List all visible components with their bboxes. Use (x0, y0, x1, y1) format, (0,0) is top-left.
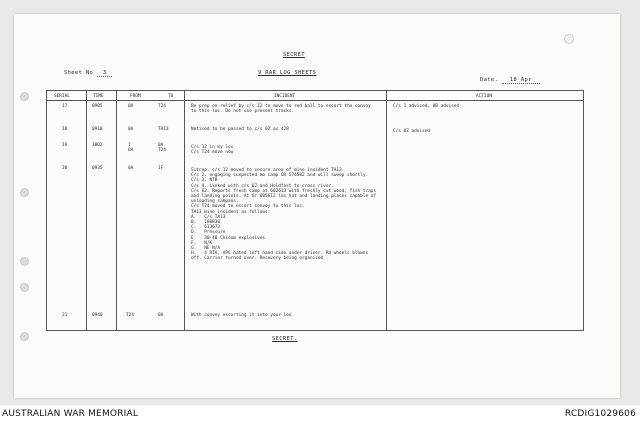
col-header-serial: SERIAL (54, 94, 70, 99)
classification-top: SECRET (283, 52, 305, 58)
date-field: Date. 18 Apr (480, 77, 540, 83)
punch-hole (20, 283, 29, 292)
cell-from: 0A (128, 104, 134, 109)
table-header-border (46, 100, 584, 101)
cell-to: T24 (158, 104, 166, 109)
cell-from: T24 (126, 313, 134, 318)
cell-incident: Be prep on relief by c/s 12 to move to red ball to escort the convoy to this loc. Do not use present tracks. (191, 104, 371, 115)
col-header-time: TIME (93, 94, 104, 99)
column-divider (116, 90, 117, 330)
column-divider (386, 90, 387, 330)
punch-hole (20, 92, 29, 101)
column-divider (46, 90, 47, 330)
cell-from: 0A (128, 127, 134, 132)
col-header-incident: INCIDENT (274, 94, 296, 99)
cell-serial: 18 (62, 127, 68, 132)
punch-hole (20, 257, 29, 266)
sheet-label: Sheet No 3 (64, 70, 112, 76)
cell-serial: 19 (62, 143, 68, 148)
punch-hole (20, 332, 29, 341)
cell-serial: 20 (62, 166, 68, 171)
cell-action: C/s 0Z advised (393, 129, 431, 134)
table-bottom-border (46, 330, 584, 331)
punch-hole (564, 34, 574, 44)
cell-time: 0935 (92, 166, 103, 171)
log-title: 9 RAR LOG SHEETS (258, 70, 317, 76)
archive-credit: AUSTRALIAN WAR MEMORIAL (2, 409, 139, 419)
cell-incident: With convey escorting it into your loc (191, 313, 292, 318)
table-top-border (46, 90, 584, 91)
cell-time: 1002 (92, 143, 103, 148)
cell-time: 0940 (92, 313, 103, 318)
punch-hole (20, 188, 29, 197)
cell-serial: 17 (62, 104, 68, 109)
cell-incident: C/s 12 in my loc C/s T24 move now (191, 145, 234, 156)
date-value: 18 Apr (502, 77, 540, 84)
cell-to: 0A (158, 313, 164, 318)
cell-time: 0918 (92, 127, 103, 132)
cell-incident: Sitrep. c/s 12 moved to secure area of mine incident TA13. C/s 2. engaging suspected mo camp GR 574582 and will sweep shortly. C/s 3. NTR C/s 4. Linked with c/s 62 and Holdfast to cross river. C/s 62. Reports fresh camp at 602613 with freshly cut wood, fish traps and landing points. At Gr 605612 loc hut and landing places capable of unloading sampans. C/s T24 moved to escort convoy to this loc. TA13 mine incident as follows: A. C/s TA13 B. 180830 C. 613673 D. Pressure E. 30-40 Chicom explosives F. N/K G. NE N/A H. 4 RIA, APC hated left hand side under driver. Rd wheels blowns off. Carrier turned over. Recovery being organised (191, 168, 377, 262)
col-header-from: FROM (130, 94, 141, 99)
cell-to: 1F (158, 166, 164, 171)
col-header-action: ACTION (476, 94, 492, 99)
classification-bottom: SECRET. (272, 336, 298, 342)
cell-to: 0A T24 (158, 143, 166, 154)
cell-to: TA13 (158, 127, 169, 132)
cell-from: 1 0A (128, 143, 134, 154)
cell-action: C/s 1 advised, 0B advised (393, 104, 460, 109)
column-divider (583, 90, 584, 330)
sheet-number: 3 (97, 70, 113, 77)
col-header-to: TO (168, 94, 174, 99)
cell-time: 0905 (92, 104, 103, 109)
archive-reference: RCDIG1029606 (564, 409, 636, 419)
cell-from: 0A (128, 166, 134, 171)
column-divider (86, 90, 87, 330)
cell-serial: 21 (62, 313, 68, 318)
cell-incident: Noticed to be passed to c/s 0Z as 428 (191, 127, 289, 132)
column-divider (184, 90, 185, 330)
